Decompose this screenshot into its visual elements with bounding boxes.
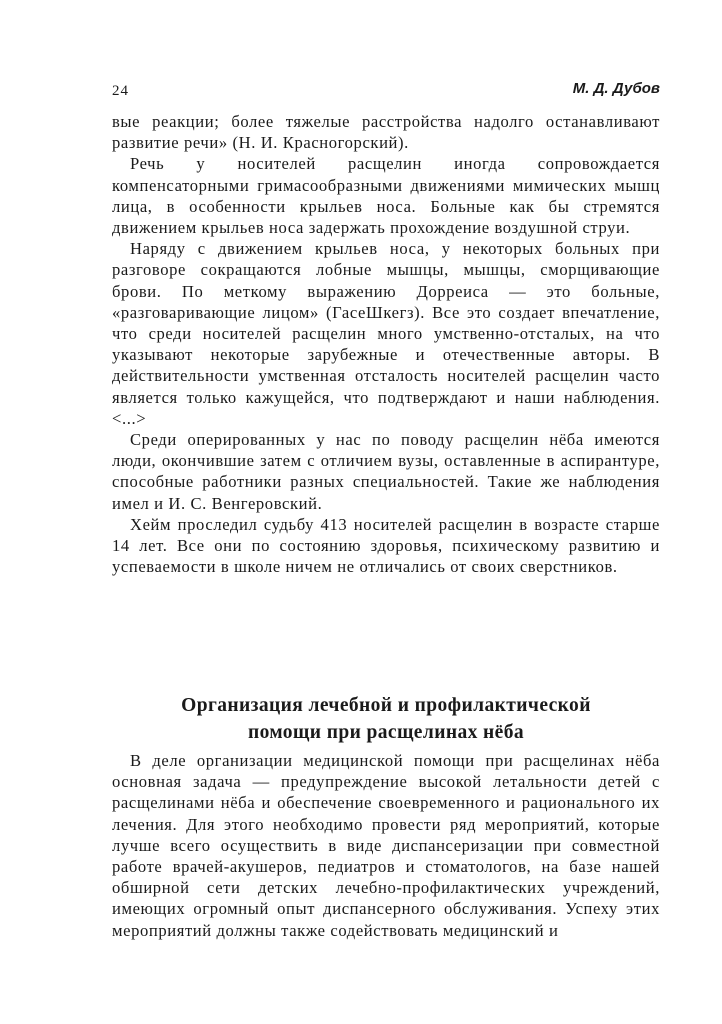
page-number: 24 [112, 83, 129, 99]
paragraph: Наряду с движением крыльев носа, у некоторых больных при разговоре сокращаются лобные мышцы, мышцы, сморщивающие брови. По меткому выражению Дорреиса — это больные, «разговаривающие лицом» (ГасеШкегз). Все это создает впечатление, что среди носителей расщелин много умственно-отсталых, на что указывают некоторые зарубежные и отечественные авторы. В действительности умственная отсталость носителей расщелин часто является только кажущейся, что подтверждают и наши наблюдения. <...> [112, 239, 660, 428]
paragraph: В деле организации медицинской помощи при расщелинах нёба основная задача — предупреждение высокой летальности детей с расщелинами нёба и обеспечение своевременного и рационального их лечения. Для этого необходимо провести ряд мероприятий, которые лучше всего осуществить в виде диспансеризации при совместной работе врачей-акушеров, педиатров и стоматологов, на базе нашей обширной сети детских лечебно-профилактических учреждений, имеющих огромный опыт диспансерного обслуживания. Успеху этих мероприятий должны также содействовать медицинский и [112, 751, 660, 940]
paragraph-continued: вые реакции; более тяжелые расстройства надолго останавливают развитие речи» (Н. И. Красногорский). [112, 112, 660, 153]
section [112, 692, 660, 941]
section-title [112, 692, 660, 746]
paragraph: Хейм проследил судьбу 413 носителей расщелин в возрасте старше 14 лет. Все они по состоянию здоровья, психическому развитию и успеваемости в школе ничем не отличались от своих сверстников. [112, 514, 660, 577]
section-body [112, 750, 660, 941]
page-header [112, 80, 660, 102]
section-title-line-1: Организация лечебной и профилактической [181, 695, 591, 716]
paragraph: Речь у носителей расщелин иногда сопровождается компенсаторными гримасообразными движениями мимических мышц лица, в особенности крыльев носа. Больные как бы стремятся движением крыльев носа задержать прохождение воздушной струи. [112, 154, 660, 238]
body-text [112, 111, 660, 577]
section-title-line-2: помощи при расщелинах нёба [247, 722, 525, 743]
running-head-author: М. Д. Дубов [572, 80, 660, 97]
paragraph: Среди оперированных у нас по поводу расщелин нёба имеются люди, окончившие затем с отличием вузы, оставленные в аспирантуре, способные работники разных специальностей. Такие же наблюдения имел и И. С. Венгеровский. [112, 430, 660, 513]
